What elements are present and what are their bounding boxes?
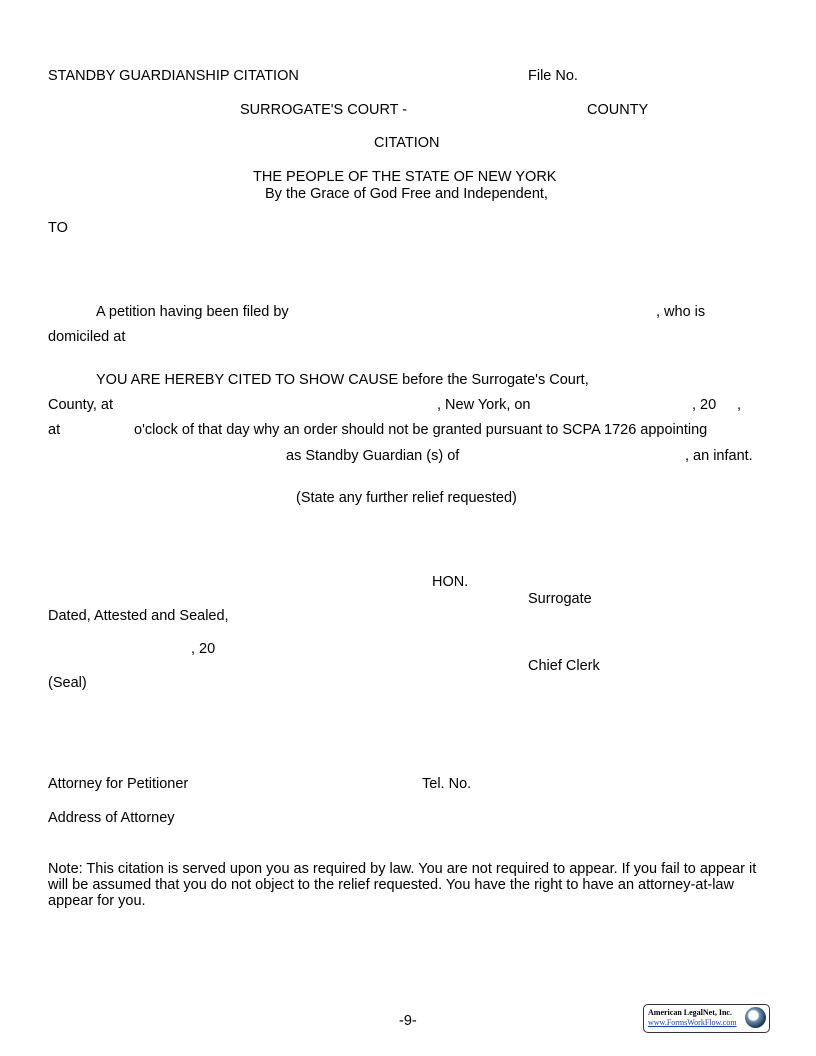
- to-label: TO: [48, 220, 68, 236]
- note-text: Note: This citation is served upon you as required by law. You are not required to appear. If you fail to appear it will be assumed that you do not object to the relief requested. You have the right to have an attorney-at-law appear for you.: [48, 861, 757, 909]
- infant-label: , an infant.: [685, 448, 753, 464]
- page-number: -9-: [399, 1013, 417, 1029]
- oclock-text: o'clock of that day why an order should not be granted pursuant to SCPA 1726 appointing: [134, 422, 708, 438]
- date-year-label: , 20: [191, 641, 216, 657]
- as-guardian-label: as Standby Guardian (s) of: [286, 448, 460, 464]
- attorney-label: Attorney for Petitioner: [48, 776, 189, 792]
- county-at-label: County, at: [48, 397, 114, 413]
- year-label: , 20: [692, 397, 717, 413]
- citation-heading: CITATION: [374, 135, 440, 151]
- county-label: COUNTY: [587, 102, 649, 118]
- comma: ,: [737, 397, 742, 413]
- globe-icon: [745, 1007, 766, 1028]
- court-label: SURROGATE'S COURT -: [240, 102, 408, 118]
- petition-label: A petition having been filed by: [96, 304, 289, 320]
- legalnet-logo[interactable]: [643, 1004, 770, 1033]
- form-title: STANDBY GUARDIANSHIP CITATION: [48, 68, 299, 84]
- at-label: at: [48, 422, 61, 438]
- who-is-label: , who is: [656, 304, 706, 320]
- file-no-label: File No.: [528, 68, 578, 84]
- chief-clerk-label: Chief Clerk: [528, 658, 600, 674]
- dated-label: Dated, Attested and Sealed,: [48, 608, 229, 624]
- hon-label: HON.: [432, 574, 469, 590]
- address-label: Address of Attorney: [48, 810, 175, 826]
- tel-label: Tel. No.: [422, 776, 472, 792]
- surrogate-label: Surrogate: [528, 591, 592, 607]
- relief-text: (State any further relief requested): [296, 490, 517, 506]
- domiciled-label: domiciled at: [48, 329, 126, 345]
- seal-label: (Seal): [48, 675, 87, 691]
- logo-name: American LegalNet, Inc.: [648, 1008, 732, 1017]
- logo-url[interactable]: www.FormsWorkFlow.com: [648, 1018, 737, 1027]
- grace-line: By the Grace of God Free and Independent,: [265, 186, 548, 202]
- people-heading: THE PEOPLE OF THE STATE OF NEW YORK: [253, 169, 557, 185]
- cited-text: YOU ARE HEREBY CITED TO SHOW CAUSE before the Surrogate's Court,: [96, 372, 589, 388]
- new-york-on-label: , New York, on: [437, 397, 531, 413]
